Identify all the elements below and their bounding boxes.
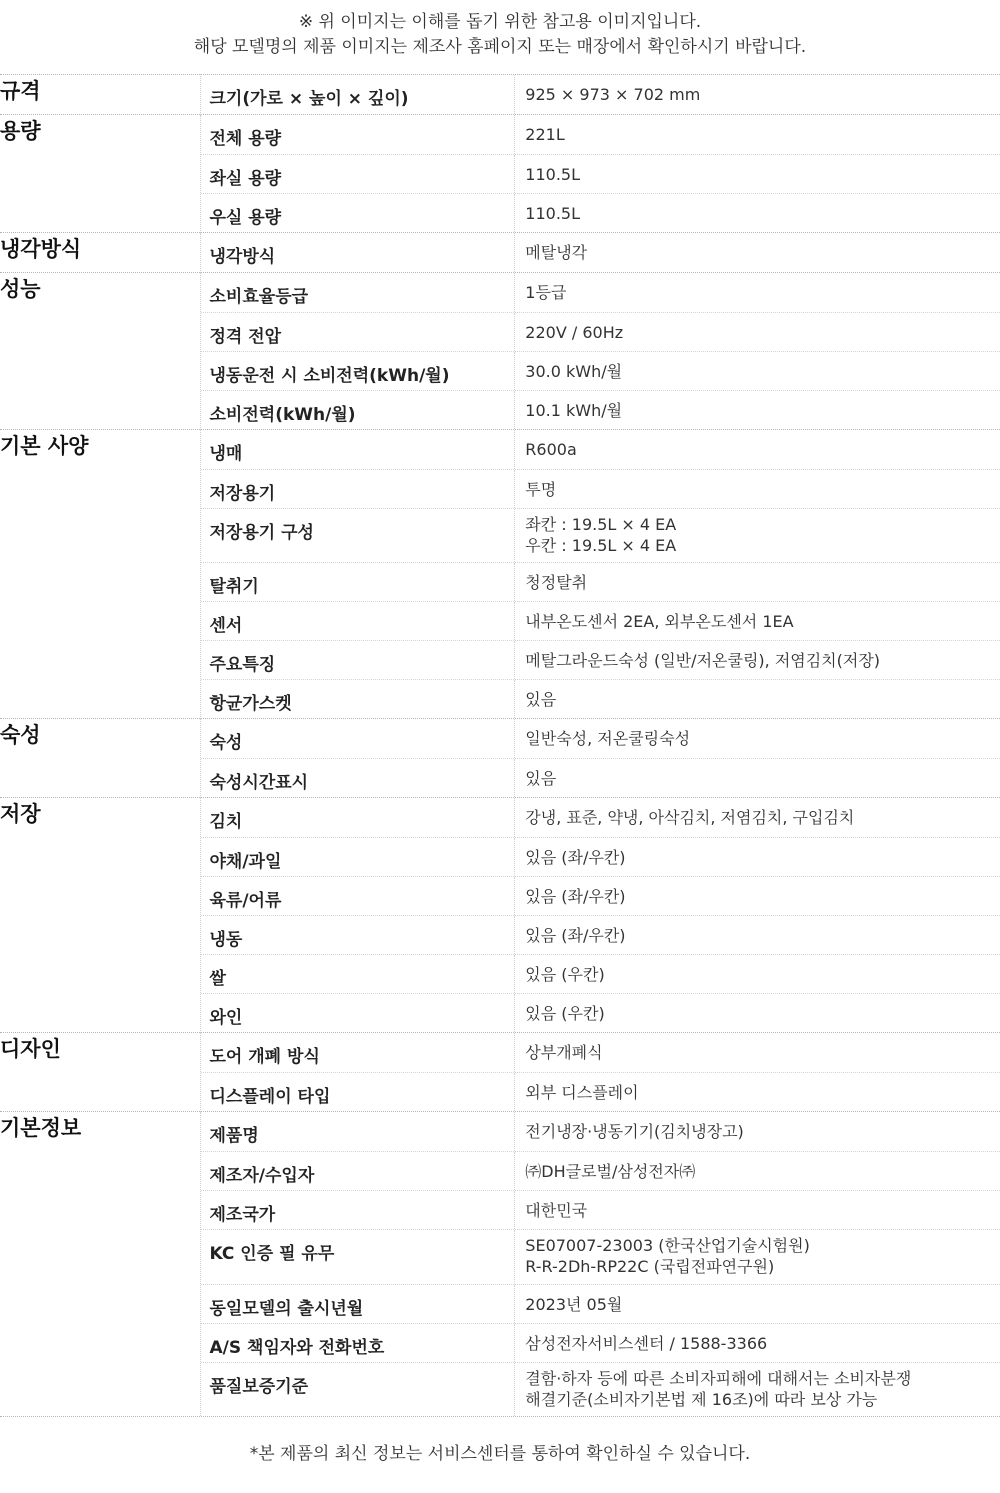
spec-value-line: 일반숙성, 저온쿨링숙성: [525, 729, 691, 748]
spec-value-line: 결함·하자 등에 따른 소비자피해에 대해서는 소비자분쟁: [525, 1369, 912, 1388]
spec-key: 숙성시간표시: [201, 759, 516, 797]
spec-value-line: 해결기준(소비자기본법 제 16조)에 따라 보상 가능: [525, 1390, 878, 1409]
spec-value-line: 10.1 kWh/월: [525, 401, 623, 420]
spec-value-line: 있음 (우칸): [525, 965, 605, 984]
spec-value-line: 상부개폐식: [525, 1043, 603, 1062]
spec-value: [515, 994, 1000, 1032]
spec-value: [515, 1033, 1000, 1072]
spec-rows: [200, 273, 1000, 430]
spec-row: [201, 1033, 1000, 1072]
category-label: 용량: [0, 115, 200, 233]
spec-key: 소비전력(kWh/월): [201, 391, 516, 429]
spec-value-line: 2023년 05월: [525, 1295, 623, 1314]
spec-value-line: 있음 (우칸): [525, 1004, 605, 1023]
spec-rows: [200, 233, 1000, 273]
spec-row: [201, 601, 1000, 640]
spec-row: [201, 469, 1000, 508]
notice: [0, 0, 1000, 74]
spec-value: [515, 955, 1000, 993]
spec-value: [515, 641, 1000, 679]
spec-value-line: 메탈그라운드숙성 (일반/저온쿨링), 저염김치(저장): [525, 651, 881, 670]
spec-row: [201, 562, 1000, 601]
spec-value-line: 메탈냉각: [525, 243, 588, 262]
spec-key: 우실 용량: [201, 194, 516, 232]
spec-key: 도어 개폐 방식: [201, 1033, 516, 1072]
spec-row: [201, 1229, 1000, 1284]
spec-key: 와인: [201, 994, 516, 1032]
spec-value-line: 삼성전자서비스센터 / 1588-3366: [525, 1334, 768, 1353]
spec-rows: [200, 115, 1000, 233]
spec-row: [201, 233, 1000, 272]
category-label: 디자인: [0, 1033, 200, 1112]
spec-value: [515, 313, 1000, 351]
spec-key: 동일모델의 출시년월: [201, 1285, 516, 1323]
spec-value: [515, 877, 1000, 915]
spec-value: [515, 75, 1000, 114]
category-label: 규격: [0, 75, 200, 115]
spec-rows: [200, 1033, 1000, 1112]
spec-row: [201, 193, 1000, 232]
spec-row: [201, 837, 1000, 876]
spec-key: 냉매: [201, 430, 516, 469]
spec-value-line: 있음 (좌/우칸): [525, 887, 626, 906]
spec-value: [515, 194, 1000, 232]
spec-key: 제품명: [201, 1112, 516, 1151]
spec-key: 냉동운전 시 소비전력(kWh/월): [201, 352, 516, 390]
spec-row: [201, 1362, 1000, 1416]
spec-value: [515, 391, 1000, 429]
spec-value-line: 110.5L: [525, 204, 581, 223]
spec-value-line: 전기냉장·냉동기기(김치냉장고): [525, 1122, 744, 1141]
spec-value-line: SE07007-23003 (한국산업기술시험원): [525, 1236, 810, 1255]
spec-key: 김치: [201, 798, 516, 837]
category-label: 기본정보: [0, 1112, 200, 1417]
spec-row: [201, 75, 1000, 114]
spec-value-line: 1등급: [525, 283, 567, 302]
spec-row: [201, 719, 1000, 758]
spec-value-line: 외부 디스플레이: [525, 1083, 639, 1102]
spec-row: [201, 640, 1000, 679]
spec-value-line: 대한민국: [525, 1201, 588, 1220]
spec-value-line: 있음 (좌/우칸): [525, 848, 626, 867]
spec-row: [201, 390, 1000, 429]
spec-key: 크기(가로 × 높이 × 깊이): [201, 75, 516, 114]
notice-line-1: ※ 위 이미지는 이해를 돕기 위한 참고용 이미지입니다.: [298, 12, 702, 32]
spec-group: [0, 233, 1000, 273]
spec-row: [201, 915, 1000, 954]
spec-value-line: R-R-2Dh-RP22C (국립전파연구원): [525, 1257, 775, 1276]
footer-note: *본 제품의 최신 정보는 서비스센터를 통하여 확인하실 수 있습니다.: [249, 1444, 751, 1464]
spec-key: 저장용기 구성: [201, 509, 516, 562]
spec-key: 냉각방식: [201, 233, 516, 272]
spec-row: [201, 798, 1000, 837]
spec-value: [515, 233, 1000, 272]
spec-rows: [200, 1112, 1000, 1417]
spec-key: 좌실 용량: [201, 155, 516, 193]
spec-row: [201, 1151, 1000, 1190]
spec-rows: [200, 719, 1000, 798]
spec-key: 품질보증기준: [201, 1363, 516, 1416]
spec-value-line: R600a: [525, 440, 577, 459]
spec-group: [0, 75, 1000, 115]
category-label: 기본 사양: [0, 430, 200, 719]
spec-group: [0, 430, 1000, 719]
spec-value-line: 221L: [525, 125, 565, 144]
spec-row: [201, 351, 1000, 390]
spec-key: 냉동: [201, 916, 516, 954]
spec-value-line: 강냉, 표준, 약냉, 아삭김치, 저염김치, 구입김치: [525, 808, 855, 827]
spec-key: 제조자/수입자: [201, 1152, 516, 1190]
spec-value: [515, 470, 1000, 508]
spec-key: KC 인증 필 유무: [201, 1230, 516, 1284]
spec-value-line: 우칸 : 19.5L × 4 EA: [525, 536, 677, 555]
spec-value-line: 있음: [525, 769, 557, 788]
spec-row: [201, 154, 1000, 193]
spec-value: [515, 563, 1000, 601]
spec-rows: [200, 75, 1000, 115]
spec-value-line: 투명: [525, 480, 557, 499]
spec-group: [0, 798, 1000, 1033]
spec-key: 디스플레이 타입: [201, 1073, 516, 1111]
category-label: 성능: [0, 273, 200, 430]
spec-value-line: ㈜DH글로벌/삼성전자㈜: [525, 1162, 696, 1181]
spec-value: [515, 798, 1000, 837]
spec-row: [201, 1190, 1000, 1229]
spec-key: 저장용기: [201, 470, 516, 508]
spec-key: 전체 용량: [201, 115, 516, 154]
spec-value-line: 있음 (좌/우칸): [525, 926, 626, 945]
spec-key: 항균가스켓: [201, 680, 516, 718]
spec-row: [201, 1284, 1000, 1323]
spec-row: [201, 115, 1000, 154]
category-label: 냉각방식: [0, 233, 200, 273]
spec-group: [0, 1033, 1000, 1112]
notice-line-2: 해당 모델명의 제품 이미지는 제조사 홈페이지 또는 매장에서 확인하시기 바랍니다.: [193, 37, 807, 57]
spec-key: A/S 책임자와 전화번호: [201, 1324, 516, 1362]
spec-value: [515, 1073, 1000, 1111]
spec-value: [515, 1112, 1000, 1151]
spec-value-line: 30.0 kWh/월: [525, 362, 623, 381]
spec-table: [0, 74, 1000, 1416]
spec-key: 센서: [201, 602, 516, 640]
category-label: 저장: [0, 798, 200, 1033]
spec-row: [201, 876, 1000, 915]
spec-value: [515, 352, 1000, 390]
spec-value: [515, 602, 1000, 640]
spec-row: [201, 1072, 1000, 1111]
spec-value-line: 좌칸 : 19.5L × 4 EA: [525, 515, 677, 534]
spec-group: [0, 273, 1000, 430]
spec-row: [201, 679, 1000, 718]
spec-row: [201, 430, 1000, 469]
spec-value: [515, 759, 1000, 797]
spec-value: [515, 509, 1000, 562]
spec-value: [515, 719, 1000, 758]
spec-key: 야채/과일: [201, 838, 516, 876]
spec-value: [515, 1191, 1000, 1229]
spec-row: [201, 508, 1000, 562]
spec-row: [201, 954, 1000, 993]
spec-value: [515, 115, 1000, 154]
spec-value: [515, 1152, 1000, 1190]
spec-key: 제조국가: [201, 1191, 516, 1229]
spec-key: 쌀: [201, 955, 516, 993]
spec-table-body: [0, 75, 1000, 1417]
spec-key: 육류/어류: [201, 877, 516, 915]
spec-group: [0, 115, 1000, 233]
spec-row: [201, 758, 1000, 797]
spec-row: [201, 1323, 1000, 1362]
spec-value: [515, 1324, 1000, 1362]
spec-rows: [200, 798, 1000, 1033]
spec-group: [0, 1112, 1000, 1417]
spec-value: [515, 155, 1000, 193]
spec-row: [201, 312, 1000, 351]
spec-key: 숙성: [201, 719, 516, 758]
spec-value-line: 925 × 973 × 702 mm: [525, 85, 701, 104]
spec-value: [515, 430, 1000, 469]
spec-value: [515, 838, 1000, 876]
spec-value-line: 있음: [525, 690, 557, 709]
spec-value-line: 220V / 60Hz: [525, 323, 624, 342]
spec-value: [515, 916, 1000, 954]
spec-key: 주요특징: [201, 641, 516, 679]
spec-key: 소비효율등급: [201, 273, 516, 312]
spec-row: [201, 1112, 1000, 1151]
spec-value: [515, 1230, 1000, 1284]
spec-value-line: 내부온도센서 2EA, 외부온도센서 1EA: [525, 612, 794, 631]
spec-key: 정격 전압: [201, 313, 516, 351]
spec-value: [515, 680, 1000, 718]
spec-value: [515, 1285, 1000, 1323]
spec-row: [201, 273, 1000, 312]
spec-value: [515, 273, 1000, 312]
spec-key: 탈취기: [201, 563, 516, 601]
spec-rows: [200, 430, 1000, 719]
spec-value-line: 청정탈취: [525, 573, 588, 592]
spec-value-line: 110.5L: [525, 165, 581, 184]
spec-value: [515, 1363, 1000, 1416]
spec-group: [0, 719, 1000, 798]
spec-row: [201, 993, 1000, 1032]
category-label: 숙성: [0, 719, 200, 798]
